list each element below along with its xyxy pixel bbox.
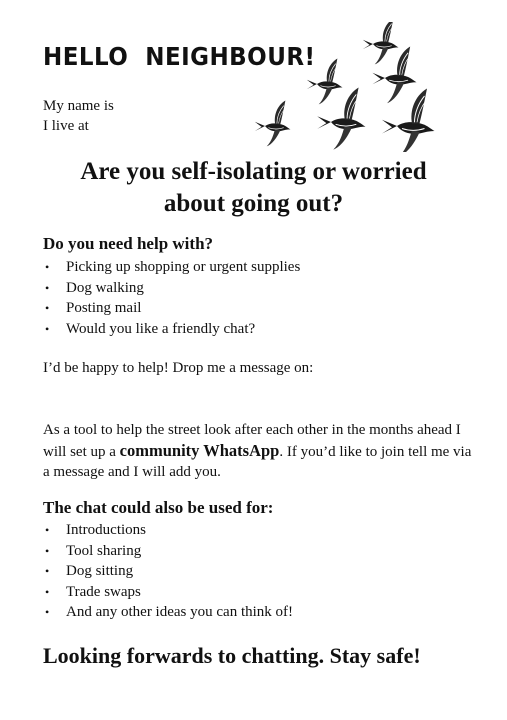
list-item: • Picking up shopping or urgent supplies [43,257,300,278]
whatsapp-paragraph [43,420,473,483]
list-item: • Tool sharing [43,541,293,562]
whatsapp-text-after: . If you’d like to join tell me via a message and I will add you. [43,443,472,480]
closing-line: Looking forwards to chatting. Stay safe! [43,643,421,668]
main-headline [0,156,507,220]
list-item: • Introductions [43,520,293,541]
bird-1 [363,22,399,64]
list-item: • Posting mail [43,298,300,319]
offer-text: I’d be happy to help! Drop me a message on: [43,360,314,376]
flyer-title: HELLO NEIGHBOUR! [43,42,316,71]
address-label: I live at [43,118,89,134]
list-item: • Would you like a friendly chat? [43,319,300,340]
whatsapp-text-bold: community WhatsApp [119,440,280,460]
list-item: • Trade swaps [43,582,293,603]
name-label: My name is [43,98,114,114]
list-item: • And any other ideas you can think of! [43,602,293,623]
swallow-birds-icon [245,22,465,152]
list-item: • Dog walking [43,278,300,299]
headline-line-1: Are you self-isolating or worried [80,158,427,185]
chat-uses-list [43,520,293,623]
list-item: • Dog sitting [43,561,293,582]
bird-6 [382,89,435,153]
bird-3 [372,47,416,104]
bird-2 [307,59,343,105]
intro-block [43,96,114,136]
chat-section-heading: The chat could also be used for: [43,498,274,517]
help-section-heading: Do you need help with? [43,234,214,253]
bird-4 [255,101,291,147]
whatsapp-text-before: As a tool to help the street look after each other in the months ahead I will set up a [43,422,461,460]
help-list [43,257,300,339]
headline-line-2: about going out? [163,190,344,217]
